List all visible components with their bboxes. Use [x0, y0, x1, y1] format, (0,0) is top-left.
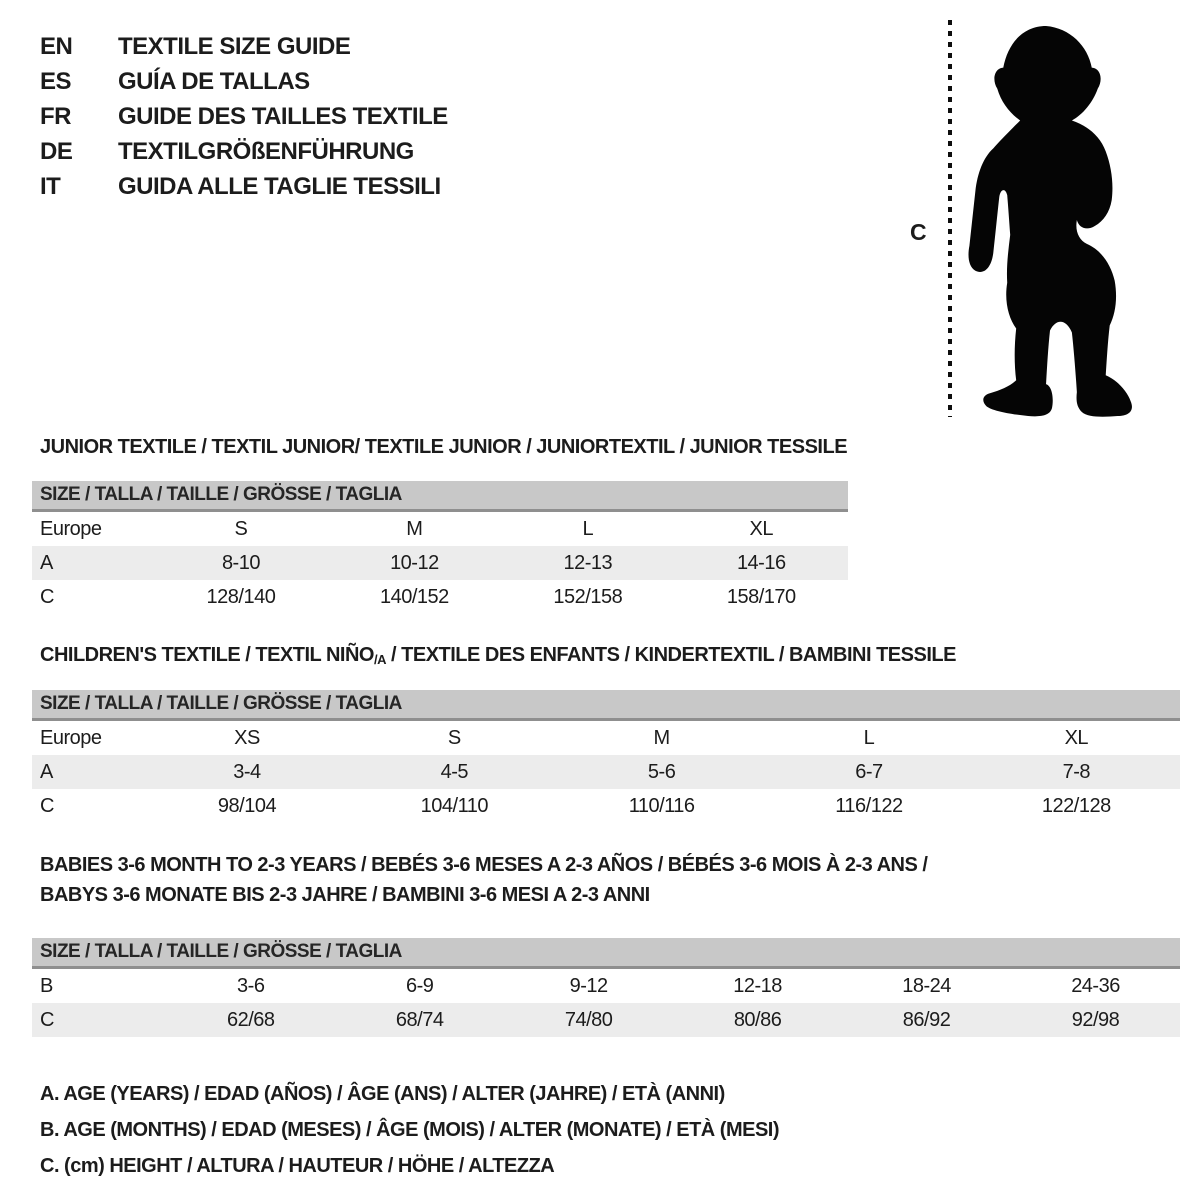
table-cell: L — [863, 726, 875, 749]
language-code: EN — [40, 33, 73, 60]
table-row-age-months — [32, 969, 1180, 1003]
table-row-age — [32, 755, 1180, 789]
table-cell: 152/158 — [553, 585, 623, 608]
table-cell: XS — [234, 726, 260, 749]
legend-line-c: C. (cm) HEIGHT / ALTURA / HAUTEUR / HÖHE / ALTEZZA — [40, 1155, 555, 1177]
table-cell: 14-16 — [675, 546, 848, 580]
table-cell: 12-18 — [733, 974, 782, 997]
table-cell: 10-12 — [328, 546, 501, 580]
table-cell: 80/86 — [673, 1003, 842, 1037]
table-cell: 7-8 — [973, 755, 1180, 789]
table-row-sizes — [32, 721, 1180, 755]
table-cell: 6-9 — [405, 974, 434, 997]
table-row-height — [32, 580, 848, 614]
language-code: FR — [40, 103, 71, 130]
table-cell: Europe — [40, 726, 102, 749]
table-cell: C — [40, 794, 54, 817]
language-row-fr — [40, 99, 448, 134]
table-cell: 24-36 — [1071, 974, 1120, 997]
toddler-silhouette-image — [960, 22, 1142, 420]
table-cell: 92/98 — [1011, 1003, 1180, 1037]
table-cell: C — [32, 1003, 166, 1037]
table-cell: Europe — [40, 517, 102, 540]
guide-title-de: TEXTILGRÖßENFÜHRUNG — [118, 138, 414, 165]
table-cell: 74/80 — [504, 1003, 673, 1037]
babies-size-table — [32, 938, 1180, 1037]
babies-title-line-1: BABIES 3-6 MONTH TO 2-3 YEARS / BEBÉS 3-6 MESES A 2-3 AÑOS / BÉBÉS 3-6 MOIS À 2-3 ANS / — [40, 854, 928, 876]
table-cell: L — [582, 517, 594, 540]
table-cell: 116/122 — [835, 794, 903, 817]
table-cell: M — [653, 726, 670, 749]
table-cell: 18-24 — [902, 974, 951, 997]
language-code: ES — [40, 68, 72, 95]
height-dashed-line — [948, 20, 952, 417]
size-header-bar: SIZE / TALLA / TAILLE / GRÖSSE / TAGLIA — [32, 938, 1180, 969]
table-cell: C — [40, 585, 54, 608]
table-cell: 9-12 — [569, 974, 608, 997]
children-size-table — [32, 690, 1180, 823]
table-cell: 8-10 — [154, 546, 327, 580]
babies-title-line-2: BABYS 3-6 MONATE BIS 2-3 JAHRE / BAMBINI 3-6 MESI A 2-3 ANNI — [40, 884, 650, 906]
table-cell: A — [32, 546, 154, 580]
table-cell: A — [32, 755, 143, 789]
language-row-de — [40, 134, 448, 169]
table-cell: 122/128 — [1041, 794, 1111, 817]
legend-line-b: B. AGE (MONTHS) / EDAD (MESES) / ÂGE (MOIS) / ALTER (MONATE) / ETÀ (MESI) — [40, 1119, 780, 1141]
table-cell: S — [447, 726, 461, 749]
table-cell: XL — [1064, 726, 1089, 749]
legend-line-a: A. AGE (YEARS) / EDAD (AÑOS) / ÂGE (ANS) / ALTER (JAHRE) / ETÀ (ANNI) — [40, 1083, 725, 1105]
table-row-height — [32, 1003, 1180, 1037]
table-cell: XL — [749, 517, 773, 540]
table-cell: 3-6 — [237, 974, 265, 997]
language-code: IT — [40, 173, 61, 200]
table-cell: 110/116 — [628, 794, 695, 817]
table-cell: 12-13 — [501, 546, 674, 580]
language-row-es — [40, 64, 448, 99]
table-cell: M — [406, 517, 423, 540]
table-cell: 3-4 — [143, 755, 350, 789]
table-row-height — [32, 789, 1180, 823]
language-code: DE — [40, 138, 73, 165]
table-row-sizes — [32, 512, 848, 546]
junior-size-table — [32, 481, 848, 614]
table-cell: 98/104 — [217, 794, 277, 817]
size-header-bar: SIZE / TALLA / TAILLE / GRÖSSE / TAGLIA — [32, 690, 1180, 721]
table-cell: 158/170 — [726, 585, 796, 608]
table-cell: 140/152 — [379, 585, 449, 608]
guide-title-en: TEXTILE SIZE GUIDE — [118, 33, 351, 60]
children-title-subscript: /A — [373, 652, 386, 667]
language-row-en — [40, 29, 448, 64]
language-row-it — [40, 169, 448, 204]
table-cell: 86/92 — [842, 1003, 1011, 1037]
table-cell: S — [234, 517, 248, 540]
table-cell: 5-6 — [558, 755, 765, 789]
table-cell: 128/140 — [206, 585, 276, 608]
measure-legend — [40, 1076, 779, 1184]
guide-title-fr: GUIDE DES TAILLES TEXTILE — [118, 103, 448, 130]
size-header-bar: SIZE / TALLA / TAILLE / GRÖSSE / TAGLIA — [32, 481, 848, 512]
table-cell: 6-7 — [765, 755, 972, 789]
children-title-pre: CHILDREN'S TEXTILE / TEXTIL NIÑO — [40, 644, 374, 666]
table-cell: 104/110 — [420, 794, 488, 817]
children-title-post: / TEXTILE DES ENFANTS / KINDERTEXTIL / BAMBINI TESSILE — [385, 644, 956, 666]
guide-title-es: GUÍA DE TALLAS — [118, 68, 310, 95]
language-title-list — [40, 29, 448, 204]
table-row-age — [32, 546, 848, 580]
table-cell: 4-5 — [351, 755, 558, 789]
babies-section-title — [40, 850, 927, 910]
junior-section-title: JUNIOR TEXTILE / TEXTIL JUNIOR/ TEXTILE JUNIOR / JUNIORTEXTIL / JUNIOR TESSILE — [40, 436, 848, 458]
height-measure-label: C — [910, 219, 927, 245]
table-cell: B — [40, 974, 53, 997]
children-section-title — [40, 645, 956, 670]
guide-title-it: GUIDA ALLE TAGLIE TESSILI — [118, 173, 441, 200]
table-cell: 68/74 — [335, 1003, 504, 1037]
table-cell: 62/68 — [166, 1003, 335, 1037]
